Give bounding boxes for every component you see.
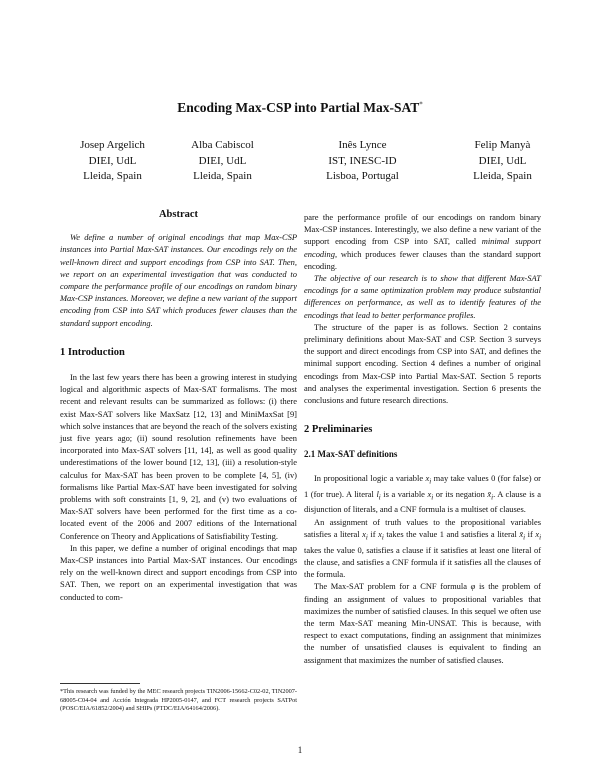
footnote-rule [60,683,140,684]
prelim-paragraph-1: In propositional logic a variable $x_i$ may take values 0 (for false) or 1 (for true). A literal $l_i$ is a variable $x_i$ or its negation $x̄_i$. A clause is a disjunction of literals, and a CNF formula is a multiset of clauses. [304,472,542,515]
intro-paragraph-2: In this paper, we define a number of original encodings that map Max-CSP instances into Partial Max-SAT instances. Our encodings rely on the well-known direct and support encodings from CSP into SAT. Then, we report on an experimental investigation that was conducted to com- [60,542,297,602]
intro-paragraph-2-cont: pare the performance profile of our encodings on random binary Max-CSP instances. Interestingly, we also define a new variant of the support encoding from CSP into SAT, called minimal support encoding, which produces fewer clauses than the standard support encoding. [304,212,541,271]
right-column [304,211,541,666]
section-1-heading: 1 Introduction [60,346,125,358]
section-2-heading: 2 Preliminaries [304,424,373,436]
subsection-2-1-heading: 2.1 Max-SAT definitions [304,449,398,460]
left-column [60,209,297,603]
structure-paragraph: The structure of the paper is as follows. Section 2 contains preliminary definitions about Max-SAT and CSP. Section 3 surveys the support and direct encodings from CSP into SAT, and defines the minimal support encoding. Section 4 defines a number of original encodings from Max-CSP into Partial Max-SAT. Section 5 reports and analyses the experimental investigation. Section 6 presents the conclusions and future research directions. [304,321,541,406]
prelim-paragraph-3: The Max-SAT problem for a CNF formula φ is the problem of finding an assignment of values to propositional variables that maximizes the number of satisfied clauses. In this sequel we often use the term Max-SAT meaning Min-UNSAT. This is because, with respect to exact computations, finding an assignment that minimizes the number of unsatisfied clauses is equivalent to finding an assignment that maximizes the number of satisfied clauses. [304,581,541,665]
abstract-body: We define a number of original encodings that map Max-CSP instances into Partial Max-SAT instances. Our encodings rely on the well-known direct and support encodings from CSP into SAT. Then, we report on an experimental investigation that was conducted to compare the performance profile of our encodings on random binary Max-CSP instances. Moreover, we define a new variant of the support encoding from CSP into SAT which produces fewer clauses than the standard support encoding. [60,232,297,328]
abstract-heading: Abstract [158,209,199,220]
intro-paragraph-1: In the last few years there has been a growing interest in studying logical and algorithmic aspects of Max-SAT formalisms. The most recent and relevant results can be summarized as follows: (i) there exist Max-SAT solvers like MaxSatz [12, 13] and MiniMaxSat [9] which solve instances that are beyond the reach of the solvers existing just five years ago; (ii) sound resolution refinements have been incorporated into Max-SAT solvers [11, 14], as well as good quality underestimations of the lower bound [12, 13], (iii) a resolution-style calculus for Max-SAT has been proven to be complete [4, 5], (iv) formalisms like Partial Max-SAT have been investigated for solving problems with soft constraints [1, 9, 2], and (v) two evaluations of Max-SAT solvers have been performed for the first time as a co-located event of the 2006 and 2007 editions of the International Conference on Theory and Applications of Satisfiability Testing. [60,372,297,541]
author-block [60,138,560,185]
author-4: Felip Manyà DIEI, UdL Lleida, Spain [473,139,532,182]
author-3: Inês Lynce IST, INESC-ID Lisboa, Portugal [326,139,399,182]
page-number: 1 [297,745,303,755]
objective-paragraph: The objective of our research is to show that different Max-SAT encodings for a same optimization problem may produce substantial differences on performance, as well as to identify features of the encodings that lead to better performance profiles. [304,273,541,320]
paper-title: Encoding Max-CSP into Partial Max-SAT* [177,100,423,115]
author-2: Alba Cabiscol DIEI, UdL Lleida, Spain [191,139,254,182]
prelim-paragraph-2: An assignment of truth values to the propositional variables satisfies a literal $x_i$ if $x_i$ takes the value 1 and satisfies a literal $x̄_i$ if $x_i$ takes the value 0, satisfies a clause if it satisfies at least one literal of the clause, and satisfies a CNF formula if it satisfies all the clauses of the formula. [304,516,542,580]
footnote: *This research was funded by the MEC research projects TIN2006-15662-C02-02, TIN2007-68005-C04-04 and Acción Integrada HP2005-0147, and FCT research projects SATPot (POSC/EIA/61852/2004) and SHIPs (PTDC/EIA/64164/2006). [60,688,297,713]
author-1: Josep Argelich DIEI, UdL Lleida, Spain [80,139,145,182]
